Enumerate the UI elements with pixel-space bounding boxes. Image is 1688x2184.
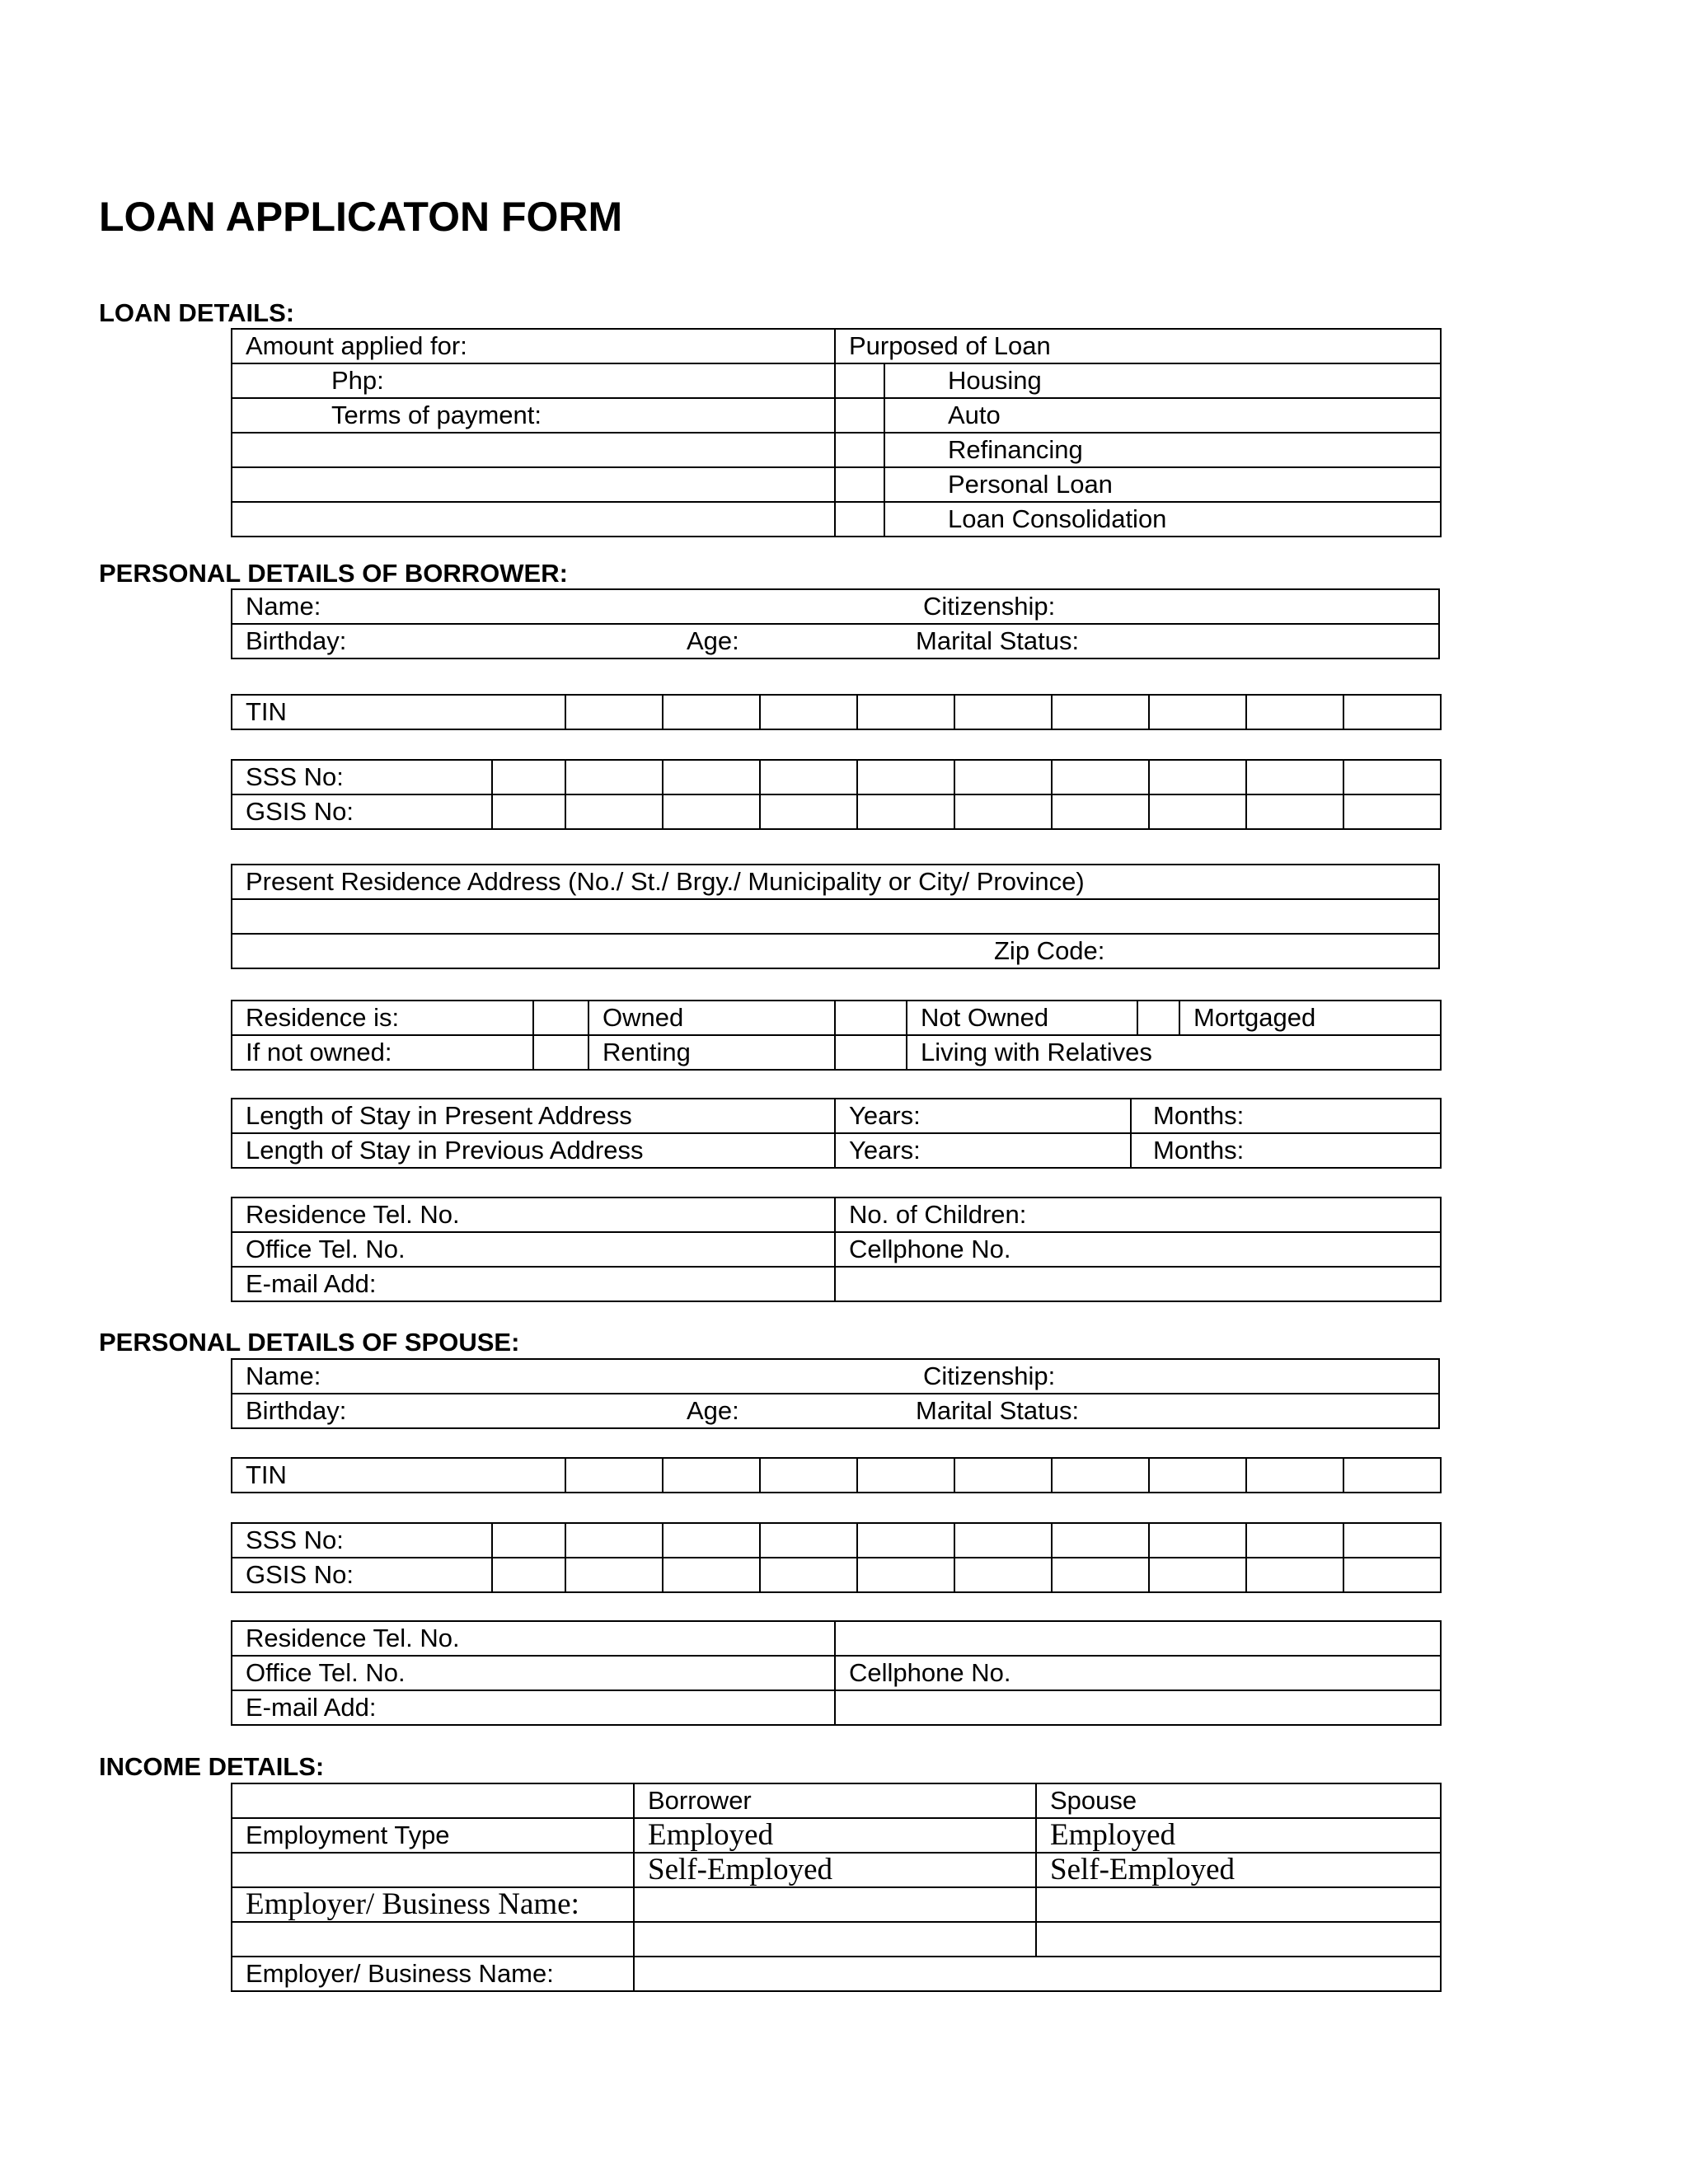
tin-label: TIN — [232, 695, 565, 729]
gsis-digit-box[interactable] — [954, 794, 1052, 829]
borrower-employed-option[interactable]: Employed — [634, 1818, 1036, 1853]
mortgaged-checkbox[interactable] — [1137, 1001, 1179, 1035]
gsis-digit-box[interactable] — [663, 794, 760, 829]
sss-digit-box[interactable] — [760, 760, 857, 794]
sss-digit-box[interactable] — [565, 760, 663, 794]
sss-digit-box[interactable] — [1149, 760, 1246, 794]
if-not-owned-label: If not owned: — [232, 1035, 533, 1070]
spouse-heading: PERSONAL DETAILS OF SPOUSE: — [99, 1328, 520, 1357]
purpose-auto-label: Auto — [884, 398, 1441, 433]
page-title: LOAN APPLICATON FORM — [99, 194, 623, 240]
income-heading: INCOME DETAILS: — [99, 1752, 325, 1781]
sss-digit-box[interactable] — [663, 760, 760, 794]
stay-present-months[interactable]: Months: — [1131, 1099, 1441, 1133]
living-with-relatives-checkbox[interactable] — [835, 1035, 907, 1070]
purpose-refinancing-checkbox[interactable] — [835, 433, 884, 467]
purpose-housing-label: Housing — [884, 363, 1441, 398]
office-tel-field[interactable]: Office Tel. No. — [232, 1656, 835, 1690]
tin-digit-box[interactable] — [954, 695, 1052, 729]
blank-field[interactable] — [835, 1690, 1441, 1725]
terms-of-payment-field[interactable]: Terms of payment: — [232, 398, 835, 433]
stay-present-years[interactable]: Years: — [835, 1099, 1131, 1133]
gsis-digit-box[interactable] — [760, 794, 857, 829]
gsis-digit-box[interactable] — [1149, 1558, 1246, 1592]
sss-digit-box[interactable] — [1343, 760, 1441, 794]
age-label: Age: — [687, 626, 739, 655]
length-of-stay-table — [231, 1098, 1442, 1169]
blank-header-cell — [232, 1783, 634, 1818]
birthday-label: Birthday: — [246, 1396, 347, 1425]
email-field[interactable]: E-mail Add: — [232, 1690, 835, 1725]
borrower-employer-field[interactable] — [634, 1887, 1036, 1922]
employer-name-field[interactable] — [634, 1957, 1441, 1991]
age-label: Age: — [687, 1396, 739, 1425]
gsis-digit-box[interactable] — [954, 1558, 1052, 1592]
tin-digit-box[interactable] — [857, 695, 954, 729]
col-spouse-header: Spouse — [1036, 1783, 1441, 1818]
name-label: Name: — [246, 592, 321, 621]
php-field[interactable]: Php: — [232, 363, 835, 398]
blank-field[interactable] — [835, 1267, 1441, 1301]
borrower-name-row[interactable] — [232, 589, 1439, 624]
gsis-label: GSIS No: — [232, 1558, 492, 1592]
gsis-digit-box[interactable] — [492, 794, 565, 829]
sss-digit-box[interactable] — [1246, 760, 1343, 794]
spouse-contact-table — [231, 1620, 1442, 1726]
cellphone-field[interactable]: Cellphone No. — [835, 1656, 1441, 1690]
loan-details-table — [231, 328, 1442, 537]
tin-digit-box[interactable] — [857, 1458, 954, 1493]
borrower-sss-gsis-table — [231, 759, 1442, 830]
sss-digit-box[interactable] — [565, 1523, 663, 1558]
owned-checkbox[interactable] — [533, 1001, 588, 1035]
marital-status-label: Marital Status: — [916, 626, 1080, 655]
sss-digit-box[interactable] — [1052, 1523, 1149, 1558]
borrower-heading: PERSONAL DETAILS OF BORROWER: — [99, 559, 568, 588]
tin-digit-box[interactable] — [954, 1458, 1052, 1493]
not-owned-label: Not Owned — [907, 1001, 1137, 1035]
purpose-loan-consolidation-label: Loan Consolidation — [884, 502, 1441, 537]
stay-previous-months[interactable]: Months: — [1131, 1133, 1441, 1168]
tin-digit-box[interactable] — [1149, 695, 1246, 729]
gsis-digit-box[interactable] — [1052, 1558, 1149, 1592]
blank-field — [232, 1853, 634, 1887]
tin-digit-box[interactable] — [1246, 695, 1343, 729]
tin-digit-box[interactable] — [760, 695, 857, 729]
borrower-tin-table — [231, 694, 1442, 730]
spouse-employer-field[interactable] — [1036, 1887, 1441, 1922]
address-label: Present Residence Address (No./ St./ Brgy./ Municipality or City/ Province) — [232, 865, 1439, 899]
purpose-housing-checkbox[interactable] — [835, 363, 884, 398]
tin-digit-box[interactable] — [1343, 695, 1441, 729]
sss-digit-box[interactable] — [857, 1523, 954, 1558]
sss-digit-box[interactable] — [492, 760, 565, 794]
spouse-sss-gsis-table — [231, 1522, 1442, 1593]
income-table — [231, 1783, 1442, 1992]
renting-checkbox[interactable] — [533, 1035, 588, 1070]
office-tel-field[interactable]: Office Tel. No. — [232, 1232, 835, 1267]
col-borrower-header: Borrower — [634, 1783, 1036, 1818]
sss-digit-box[interactable] — [857, 760, 954, 794]
email-field[interactable]: E-mail Add: — [232, 1267, 835, 1301]
spouse-tin-table — [231, 1457, 1442, 1493]
sss-label: SSS No: — [232, 760, 492, 794]
citizenship-label: Citizenship: — [923, 592, 1056, 621]
blank-field[interactable] — [232, 467, 835, 502]
employer-name-label: Employer/ Business Name: — [232, 1887, 634, 1922]
spouse-employer-field-2[interactable] — [1036, 1922, 1441, 1957]
gsis-digit-box[interactable] — [1052, 794, 1149, 829]
spouse-birthday-row[interactable] — [232, 1394, 1439, 1428]
tin-digit-box[interactable] — [663, 695, 760, 729]
gsis-digit-box[interactable] — [1149, 794, 1246, 829]
employer-name-label-2: Employer/ Business Name: — [232, 1957, 634, 1991]
gsis-digit-box[interactable] — [1246, 1558, 1343, 1592]
living-with-relatives-label: Living with Relatives — [907, 1035, 1441, 1070]
gsis-digit-box[interactable] — [1343, 1558, 1441, 1592]
citizenship-label: Citizenship: — [923, 1361, 1056, 1390]
residence-tel-field[interactable]: Residence Tel. No. — [232, 1197, 835, 1232]
gsis-digit-box[interactable] — [760, 1558, 857, 1592]
tin-digit-box[interactable] — [565, 1458, 663, 1493]
tin-label: TIN — [232, 1458, 565, 1493]
birthday-label: Birthday: — [246, 626, 347, 655]
sss-label: SSS No: — [232, 1523, 492, 1558]
loan-details-heading: LOAN DETAILS: — [99, 298, 295, 327]
gsis-digit-box[interactable] — [663, 1558, 760, 1592]
sss-digit-box[interactable] — [1343, 1523, 1441, 1558]
borrower-employer-field-2[interactable] — [634, 1922, 1036, 1957]
residence-status-table — [231, 1000, 1442, 1071]
tin-digit-box[interactable] — [1052, 695, 1149, 729]
borrower-birthday-row[interactable] — [232, 624, 1439, 658]
purpose-auto-checkbox[interactable] — [835, 398, 884, 433]
borrower-name-table — [231, 588, 1440, 659]
tin-digit-box[interactable] — [663, 1458, 760, 1493]
blank-field[interactable] — [835, 1621, 1441, 1656]
gsis-digit-box[interactable] — [1246, 794, 1343, 829]
spouse-name-row[interactable] — [232, 1359, 1439, 1394]
gsis-digit-box[interactable] — [492, 1558, 565, 1592]
address-table — [231, 864, 1440, 969]
gsis-digit-box[interactable] — [857, 794, 954, 829]
renting-label: Renting — [588, 1035, 835, 1070]
stay-previous-label: Length of Stay in Previous Address — [232, 1133, 835, 1168]
stay-previous-years[interactable]: Years: — [835, 1133, 1131, 1168]
address-field[interactable] — [232, 899, 1439, 934]
spouse-employed-option[interactable]: Employed — [1036, 1818, 1441, 1853]
tin-digit-box[interactable] — [1052, 1458, 1149, 1493]
blank-field — [232, 1922, 634, 1957]
tin-digit-box[interactable] — [565, 695, 663, 729]
sss-digit-box[interactable] — [663, 1523, 760, 1558]
cellphone-field[interactable]: Cellphone No. — [835, 1232, 1441, 1267]
purpose-personal-loan-label: Personal Loan — [884, 467, 1441, 502]
spouse-name-table — [231, 1358, 1440, 1429]
name-label: Name: — [246, 1361, 321, 1390]
sss-digit-box[interactable] — [1246, 1523, 1343, 1558]
sss-digit-box[interactable] — [760, 1523, 857, 1558]
gsis-digit-box[interactable] — [1343, 794, 1441, 829]
mortgaged-label: Mortgaged — [1179, 1001, 1441, 1035]
no-of-children-field[interactable]: No. of Children: — [835, 1197, 1441, 1232]
tin-digit-box[interactable] — [1343, 1458, 1441, 1493]
sss-digit-box[interactable] — [954, 1523, 1052, 1558]
spouse-self-employed-option[interactable]: Self-Employed — [1036, 1853, 1441, 1887]
borrower-self-employed-option[interactable]: Self-Employed — [634, 1853, 1036, 1887]
purpose-heading: Purposed of Loan — [835, 329, 1441, 363]
gsis-digit-box[interactable] — [565, 1558, 663, 1592]
blank-field[interactable] — [232, 502, 835, 537]
tin-digit-box[interactable] — [1149, 1458, 1246, 1493]
residence-tel-field[interactable]: Residence Tel. No. — [232, 1621, 835, 1656]
sss-digit-box[interactable] — [1052, 760, 1149, 794]
not-owned-checkbox[interactable] — [835, 1001, 907, 1035]
stay-present-label: Length of Stay in Present Address — [232, 1099, 835, 1133]
gsis-digit-box[interactable] — [565, 794, 663, 829]
residence-is-label: Residence is: — [232, 1001, 533, 1035]
gsis-label: GSIS No: — [232, 794, 492, 829]
marital-status-label: Marital Status: — [916, 1396, 1080, 1425]
purpose-refinancing-label: Refinancing — [884, 433, 1441, 467]
tin-digit-box[interactable] — [760, 1458, 857, 1493]
gsis-digit-box[interactable] — [857, 1558, 954, 1592]
purpose-personal-loan-checkbox[interactable] — [835, 467, 884, 502]
blank-field[interactable] — [232, 433, 835, 467]
purpose-loan-consolidation-checkbox[interactable] — [835, 502, 884, 537]
sss-digit-box[interactable] — [1149, 1523, 1246, 1558]
owned-label: Owned — [588, 1001, 835, 1035]
borrower-contact-table — [231, 1197, 1442, 1302]
employment-type-label: Employment Type — [232, 1818, 634, 1853]
sss-digit-box[interactable] — [954, 760, 1052, 794]
tin-digit-box[interactable] — [1246, 1458, 1343, 1493]
sss-digit-box[interactable] — [492, 1523, 565, 1558]
amount-applied-label: Amount applied for: — [232, 329, 835, 363]
zip-code-field[interactable]: Zip Code: — [232, 934, 1439, 968]
